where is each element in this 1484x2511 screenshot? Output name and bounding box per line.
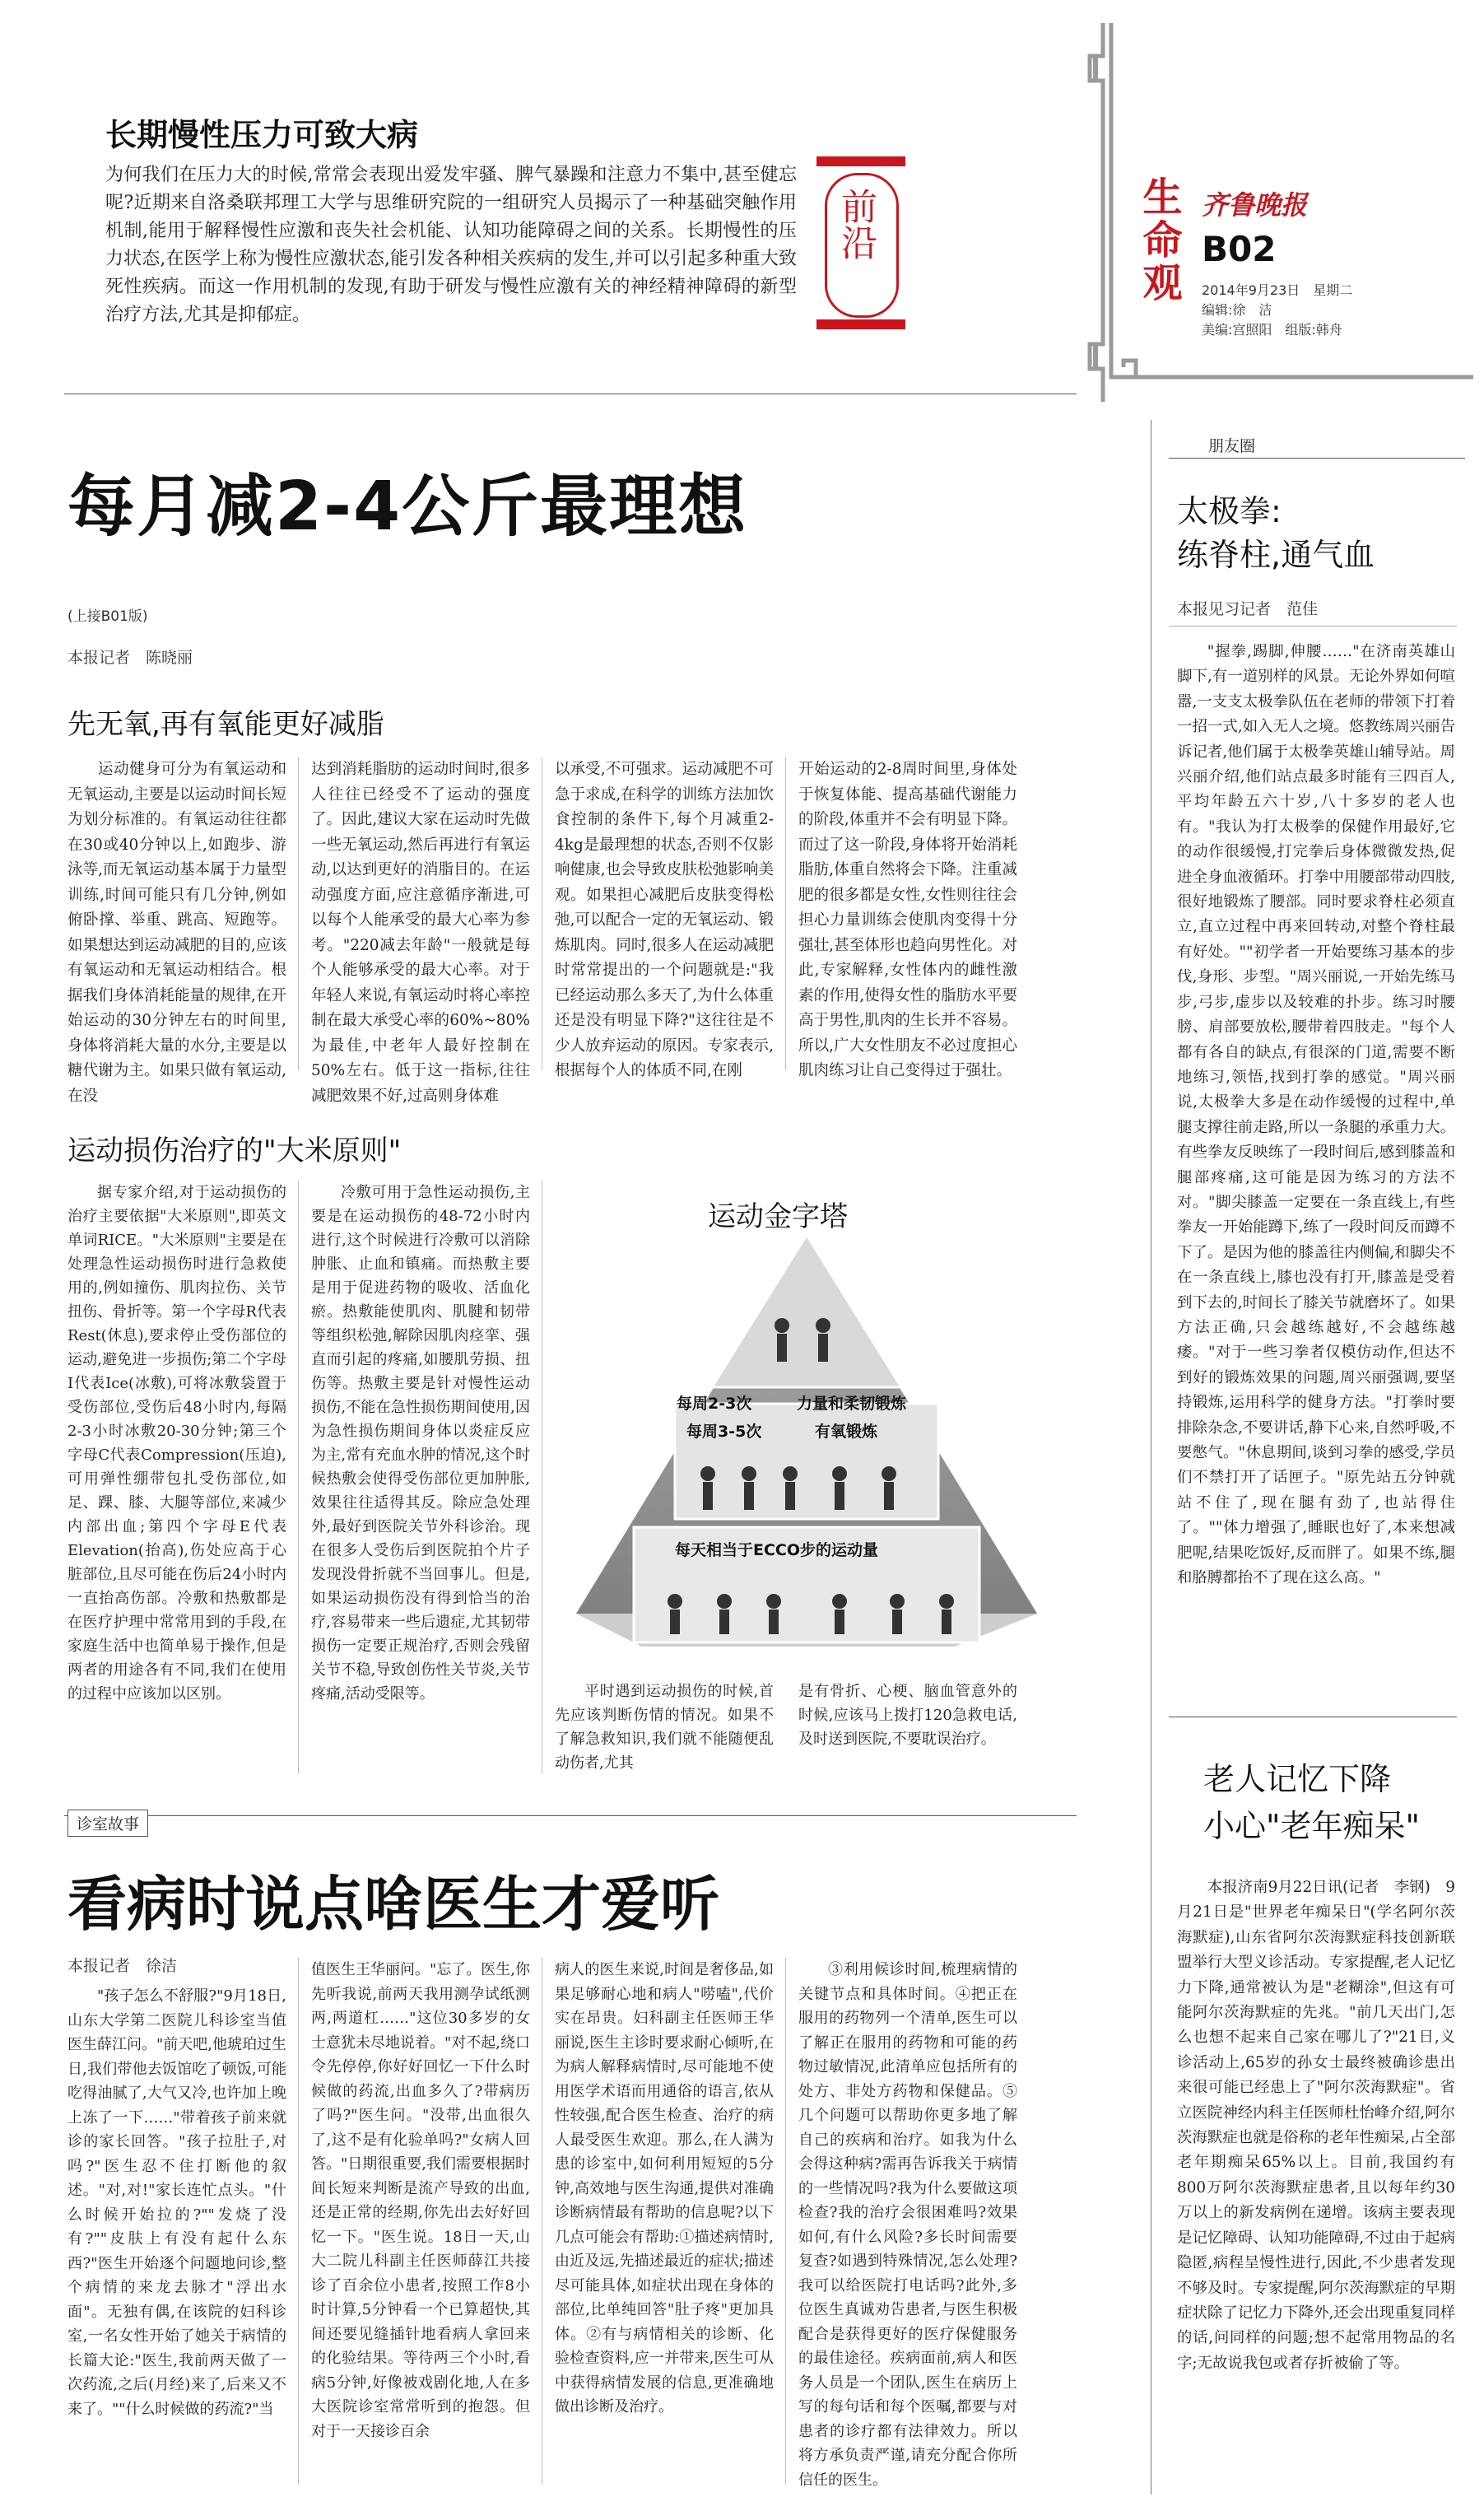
taiji-rule	[1169, 626, 1457, 627]
sub1-col-1	[67, 757, 286, 1109]
clinic-col-4	[798, 1958, 1017, 2492]
taiji-body-text: "握拳,踢脚,伸腰……"在济南英雄山脚下,有一道别样的风景。无论外界如何喧嚣,一支支太极拳队伍在老师的带领下打着一招一式,如入无人之境。悠教练周兴丽告诉记者,他们属于太极拳英雄山辅导站。周兴丽介绍,他们站点最多时能有三四百人,平均年龄五六十岁,八十多岁的老人也有。"我认为打太极拳的保健作用最好,它的动作很缓慢,打完拳后身体微微发热,促进全身血液循环。打拳中用腰部带动四肢,很好地锻炼了腰部。同时要求脊柱必须直立,直立过程中再来回转动,对整个脊柱最有好处。""初学者一开始要练习基本的步伐,身形、步型。"周兴丽说,一开始先练马步,弓步,虚步以及较难的扑步。练习时腰膀、肩部要放松,腰带着四肢走。"每个人都有各自的缺点,有很深的门道,需要不断地练习,领悟,找到打拳的感觉。"周兴丽说,太极拳大多是在动作缓慢的过程中,单腿支撑往前走路,所以一条腿的承重力大。有些拳友反映练了一段时间后,感到膝盖和腿部疼痛,这可能是因为练习的方法不对。"脚尖膝盖一定要在一条直线上,有些拳友一开始能蹲下,练了一段时间反而蹲不下了。是因为他的膝盖往内侧偏,和脚尖不在一条直线上,膝也没有打开,膝盖是受着到下去的,时间长了膝关节就磨坏了。如果方法正确,只会越练越好,不会越练越痿。"对于一些习拳者仅模仿动作,但达不到好的锻炼效果的问题,周兴丽强调,要坚持锻炼,运用科学的健身方法。"打拳时要排除杂念,不要讲话,静下心来,自然呼吸,不要憋气。"休息期间,谈到习拳的感受,学员们不禁打开了话匣子。"原先站五分钟就站不住了,现在腿有劲了,也站得住了。""体力增强了,睡眠也好了,本来想减肥呢,结果吃饭好,反而胖了。如果不练,腿和胳膊都抬不了现在这么高。"	[1177, 643, 1455, 1587]
pyramid-title: 运动金字塔	[708, 1200, 848, 1233]
main-byline: 本报记者 陈晓丽	[67, 649, 193, 667]
col-rule	[298, 1181, 299, 1773]
frontier-badge	[816, 156, 905, 329]
tier-aerobic-label: 有氧锻炼	[815, 1423, 878, 1441]
clinic-col-3	[555, 1958, 774, 2420]
sub2-bottom-2-text: 是有骨折、心梗、脑血管意外的时候,应该马上拨打120急救电话,及时送到医院,不要耽误治疗。	[798, 1683, 1017, 1748]
sub1-col-3	[555, 757, 774, 1084]
tier-strength-freq: 每周2-3次	[677, 1395, 752, 1413]
col-rule	[298, 757, 299, 1070]
taiji-byline: 本报见习记者 范佳	[1177, 600, 1319, 618]
sub2-col-1	[67, 1181, 286, 1706]
section-title	[1134, 176, 1184, 314]
exercise-pyramid	[576, 1194, 1037, 1655]
sub2-bottom-1-text: 平时遇到运动损伤的时候,首先应该判断伤情的情况。如果不了解急救知识,我们就不能随便乱动伤者,尤其	[555, 1683, 774, 1772]
clinic-col-1-text: "孩子怎么不舒服?"9月18日,山东大学第二医院儿科诊室当值医生薛江问。"前天吧,他琥珀过生日,我们带他去饭馆吃了顿饭,可能吃得油腻了,大气又冷,也许加上晚上冻了一下……"带着孩子前来就诊的家长回答。"孩子拉肚子,对吗?"医生忍不住打断他的叙述。"对,对!"家长连忙点头。"什么时候开始拉的?""发烧了没有?""皮肤上有没有起什么东西?"医生开始逐个问题地问诊,整个病情的来龙去脉才"浮出水面"。无独有偶,在该院的妇科诊室,一名女性开始了她关于病情的长篇大论:"医生,我前两天做了一次药流,之后(月经)来了,后来又不来了。""什么时候做的药流?"当	[67, 1987, 286, 2418]
sub1-col-3-text: 以承受,不可强求。运动减肥不可急于求成,在科学的训练方法加饮食控制的条件下,每个月减重2-4kg是最理想的状态,否则不仅影响健康,也会导致皮肤松弛影响美观。如果担心减肥后皮肤变得松弛,可以配合一定的无氧运动、锻炼肌肉。同时,很多人在运动减肥时常常提出的一个问题就是:"我已经运动那么多天了,为什么体重还是没有明显下降?"这往往是不少人放弃运动的原因。专家表示,根据每个人的体质不同,在刚	[555, 761, 774, 1079]
sub2-bottom-2	[798, 1679, 1017, 1751]
editor-credit: 编辑:徐 洁	[1202, 302, 1272, 318]
taiji-title-l1: 太极拳:	[1177, 493, 1282, 529]
sub2-bottom-1	[555, 1679, 774, 1775]
sub1-col-2	[311, 757, 530, 1109]
tier-daily-label: 每天相当于ECCO步的运动量	[675, 1541, 879, 1559]
sub1-col-1-text: 运动健身可分为有氧运动和无氧运动,主要是以运动时间长短为划分标准的。有氧运动往往都在30或40分钟以上,如跑步、游泳等,而无氧运动基本属于力量型训练,时间可能只有几分钟,例如俯卧撑、举重、跳高、短跑等。如果想达到运动减肥的目的,应该有氧运动和无氧运动相结合。根据我们身体消耗能量的规律,在开始运动的30分钟左右的时间里,身体将消耗大量的水分,主要是以糖代谢为主。如果只做有氧运动,在没	[67, 761, 286, 1105]
clinic-tag	[67, 1810, 148, 1837]
taiji-body	[1177, 640, 1455, 1591]
sub2-col-2-text: 冷敷可用于急性运动损伤,主要是在运动损伤的48-72小时内进行,这个时候进行冷敷可以消除肿胀、止血和镇痛。而热敷主要是用于促进药物的吸收、活血化瘀。热敷能使肌肉、肌腱和韧带等组织松弛,解除因肌肉痉挛、强直而引起的疼痛,如腰肌劳损、扭伤等。热敷主要是针对慢性运动损伤,不能在急性损伤期间使用,因为急性损伤期间身体以炎症反应为主,常有充血水肿的情况,这个时候热敷会使得受伤部位更加肿胀,效果往往适得其反。除应急处理外,最好到医院关节外科诊治。现在很多人受伤后到医院拍个片子发现没骨折就不当回事儿。但是,如果运动损伤没有得到恰当的治疗,容易带来一些后遗症,尤其韧带损伤一定要正规治疗,否则会残留关节不稳,导致创伤性关节炎,关节疼痛,活动受限等。	[311, 1184, 530, 1703]
clinic-tag-text: 诊室故事	[77, 1815, 140, 1833]
clinic-byline: 本报记者 徐洁	[67, 1957, 178, 1975]
section-title-text: 生命观	[1136, 176, 1182, 305]
sub2-col-2	[311, 1181, 530, 1706]
clinic-col-2	[311, 1958, 530, 2443]
badge-bar-bottom	[816, 319, 905, 329]
clinic-col-4-text: ③利用候诊时间,梳理病情的关键节点和具体时间。④把正在服用的药物列一个清单,医生可以了解正在服用的药物和可能的药物过敏情况,此清单应包括所有的处方、非处方药物和保健品。⑤几个问题可以帮助你更多地了解自己的疾病和治疗。如我为什么会得这种病?需再告诉我关于病情的一些情况吗?我为什么要做这项检查?我的治疗会很困难吗?效果如何,有什么风险?多长时间需要复查?如遇到特殊情况,怎么处理?我可以给医院打电话吗?此外,多位医生真诚劝告患者,与医生积极配合是获得更好的医疗保健服务的最佳途径。疾病面前,病人和医务人员是一个团队,医生在病历上写的每句话和每个医嘱,都要与对患者的诊疗都有法律效力。所以将方承负责严谨,请充分配合你所信任的医生。	[798, 1961, 1017, 2489]
frontier-body: 为何我们在压力大的时候,常常会表现出爱发牢骚、脾气暴躁和注意力不集中,甚至健忘呢?近期来自洛桑联邦理工大学与思维研究院的一组研究人员揭示了一种基础突触作用机制,能用于解释慢性应激和丧失社会机能、认知功能障碍之间的关系。长期慢性的压力状态,在医学上称为慢性应激状态,能引发各种相关疾病的发生,并可以引起多种重大致死性疾病。而这一作用机制的发现,有助于研发与慢性应激有关的神经精神障碍的新型治疗方法,尤其是抑郁症。	[105, 165, 797, 325]
col-rule	[785, 757, 786, 1070]
tier-strength-label: 力量和柔韧锻炼	[797, 1395, 907, 1413]
taiji-title-l2: 练脊柱,通气血	[1177, 537, 1375, 573]
dementia-title-l2: 小心"老年痴呆"	[1203, 1808, 1420, 1844]
design-credit: 美编:宫照阳 组版:韩舟	[1202, 322, 1342, 338]
main-title: 每月减2-4公斤最理想	[67, 468, 748, 546]
badge-bar-top	[816, 156, 905, 166]
page-number: B02	[1202, 229, 1277, 269]
dementia-body-text: 本报济南9月22日讯(记者 李钢) 9月21日是"世界老年痴呆日"(学名阿尔茨海默症),山东省阿尔茨海默症科技创新联盟举行大型义诊活动。专家提醒,老人记忆力下降,通常被认为是"老糊涂",但这有可能阿尔茨海默症的先兆。"前几天出门,怎么也想不起来自己家在哪儿了?"21日,义诊活动上,65岁的孙女士最终被确诊患出来很可能已经患上了"阿尔茨海默症"。省立医院神经内科主任医师杜怡峰介绍,阿尔茨海默症也就是俗称的老年性痴呆,占全部老年期痴呆65%以上。目前,我国约有800万阿尔茨海默症患者,且以每年约30万以上的新发病例在递增。该病主要表现是记忆障碍、认知功能障碍,不过由于起病隐匿,病程呈慢性进行,因此,不少患者发现不够及时。专家提醒,阿尔茨海默症的早期症状除了记忆力下降外,还会出现重复同样的话,问同样的问题;想不起常用物品的名字;无故说我包或者存折被偷了等。	[1177, 1879, 1455, 2372]
col-rule	[785, 1958, 786, 2485]
sub1-col-4	[798, 757, 1017, 1084]
clinic-col-1	[67, 1984, 286, 2421]
clinic-col-3-text: 病人的医生来说,时间是奢侈品,如果足够耐心地和病人"唠嗑",代价实在昂贵。妇科副主任医师王华丽说,医生主诊时要求耐心倾听,在为病人解释病情时,尽可能地不使用医学术语而用通俗的语言,依从性较强,配合医生检查、治疗的病人最受医生欢迎。那么,在人满为患的诊室中,如何利用短短的5分钟,高效地与医生沟通,提供对准确诊断病情最有帮助的信息呢?以下几点可能会有帮助:①描述病情时,由近及远,先描述最近的症状;描述尽可能具体,如症状出现在身体的部位,比单纯回答"肚子疼"更加具体。②有与病情相关的诊断、化验检查资料,应一并带来,医生可从中获得病情发展的信息,更准确地做出诊断及治疗。	[555, 1961, 774, 2415]
sub1-col-4-text: 开始运动的2-8周时间里,身体处于恢复体能、提高基础代谢能力的阶段,体重并不会有明显下降。而过了这一阶段,身体将开始消耗脂肪,体重自然将会下降。注重减肥的很多都是女性,女性则往往会担心力量训练会使肌肉变得十分强壮,甚至体形也趋向男性化。对此,专家解释,女性体内的雌性激素的作用,使得女性的脂肪水平要高于男性,肌肉的生长并不容易。所以,广大女性朋友不必过度担心肌肉练习让自己变得过于强壮。	[798, 761, 1017, 1079]
sidebar-tag-text: 朋友圈	[1208, 437, 1256, 455]
dementia-body	[1177, 1875, 1455, 2376]
divider-clinic	[64, 1815, 1077, 1816]
pyramid-graphic	[576, 1227, 1037, 1655]
sub2-heading: 运动损伤治疗的"大米原则"	[67, 1134, 402, 1167]
sub1-col-2-text: 达到消耗脂肪的运动时间时,很多人往往已经受不了运动的强度了。因此,建议大家在运动时先做一些无氧运动,然后再进行有氧运动,以达到更好的消脂目的。在运动强度方面,应注意循序渐进,可以每个人能承受的最大心率为参考。"220减去年龄"一般就是每个人能够承受的最大心率。对于年轻人来说,有氧运动时将心率控制在最大承受心率的60%~80%为最佳,中老年人最好控制在50%左右。低于这一指标,往往减肥效果不好,过高则身体难	[311, 761, 530, 1105]
continued-note: (上接B01版)	[67, 608, 148, 625]
badge-text: 前沿	[835, 188, 877, 260]
issue-date: 2014年9月23日 星期二	[1202, 282, 1353, 298]
sidebar-tag	[1169, 432, 1465, 459]
col-rule	[298, 1958, 299, 2485]
sub1-heading: 先无氧,再有氧能更好减脂	[67, 708, 384, 741]
clinic-title: 看病时说点啥医生才爱听	[67, 1870, 720, 1939]
frontier-title: 长期慢性压力可致大病	[105, 117, 419, 153]
clinic-col-2-text: 值医生王华丽问。"忘了。医生,你先听我说,前两天我用测孕试纸测两,两道杠……"这位30多岁的女士意犹未尽地说着。"对不起,绕口令先停停,你好好回忆一下什么时候做的药流,出血多久了?带病历了吗?"医生问。"没带,出血很久了,这不是有化验单吗?"女病人回答。"日期很重要,我们需要根据时间长短来判断是流产导致的出血,还是正常的经期,你先出去好好回忆一下。"医生说。18日一天,山大二院儿科副主任医师薛江共接诊了百余位小患者,按照工作8小时计算,5分钟看一个已算超快,其间还要见缝插针地看病人拿回来的化验结果。等待两三个小时,看病5分钟,好像被戏剧化地,人在多大医院诊室常常听到的抱怨。但对于一天接诊百余	[311, 1961, 530, 2440]
dementia-title-l1: 老人记忆下降	[1203, 1761, 1392, 1797]
masthead	[1086, 23, 1473, 402]
tier-aerobic-freq: 每周3-5次	[686, 1423, 762, 1441]
paper-logo: 齐鲁晚报	[1202, 189, 1308, 221]
sub2-col-1-text: 据专家介绍,对于运动损伤的治疗主要依据"大米原则",即英文单词RICE。"大米原则"主要是在处理急性运动损伤时进行急救使用的,例如撞伤、肌肉拉伤、关节扭伤、骨折等。第一个字母R代表Rest(休息),要求停止受伤部位的运动,避免进一步损伤;第二个字母I代表Ice(冰敷),可将冰敷袋置于受伤部位,受伤后48小时内,每隔2-3小时冰敷20-30分钟;第三个字母C代表Compression(压迫),可用弹性绷带包扎受伤部位,如足、踝、膝、大腿等部位,来减少内部出血;第四个字母E代表Elevation(抬高),伤处应高于心脏部位,且尽可能在伤后24小时内一直抬高伤部。冷敷和热敷都是在医疗护理中常常用到的手段,在家庭生活中也简单易于操作,但是两者的用途各有不同,我们在使用的过程中应该加以区别。	[67, 1184, 286, 1703]
